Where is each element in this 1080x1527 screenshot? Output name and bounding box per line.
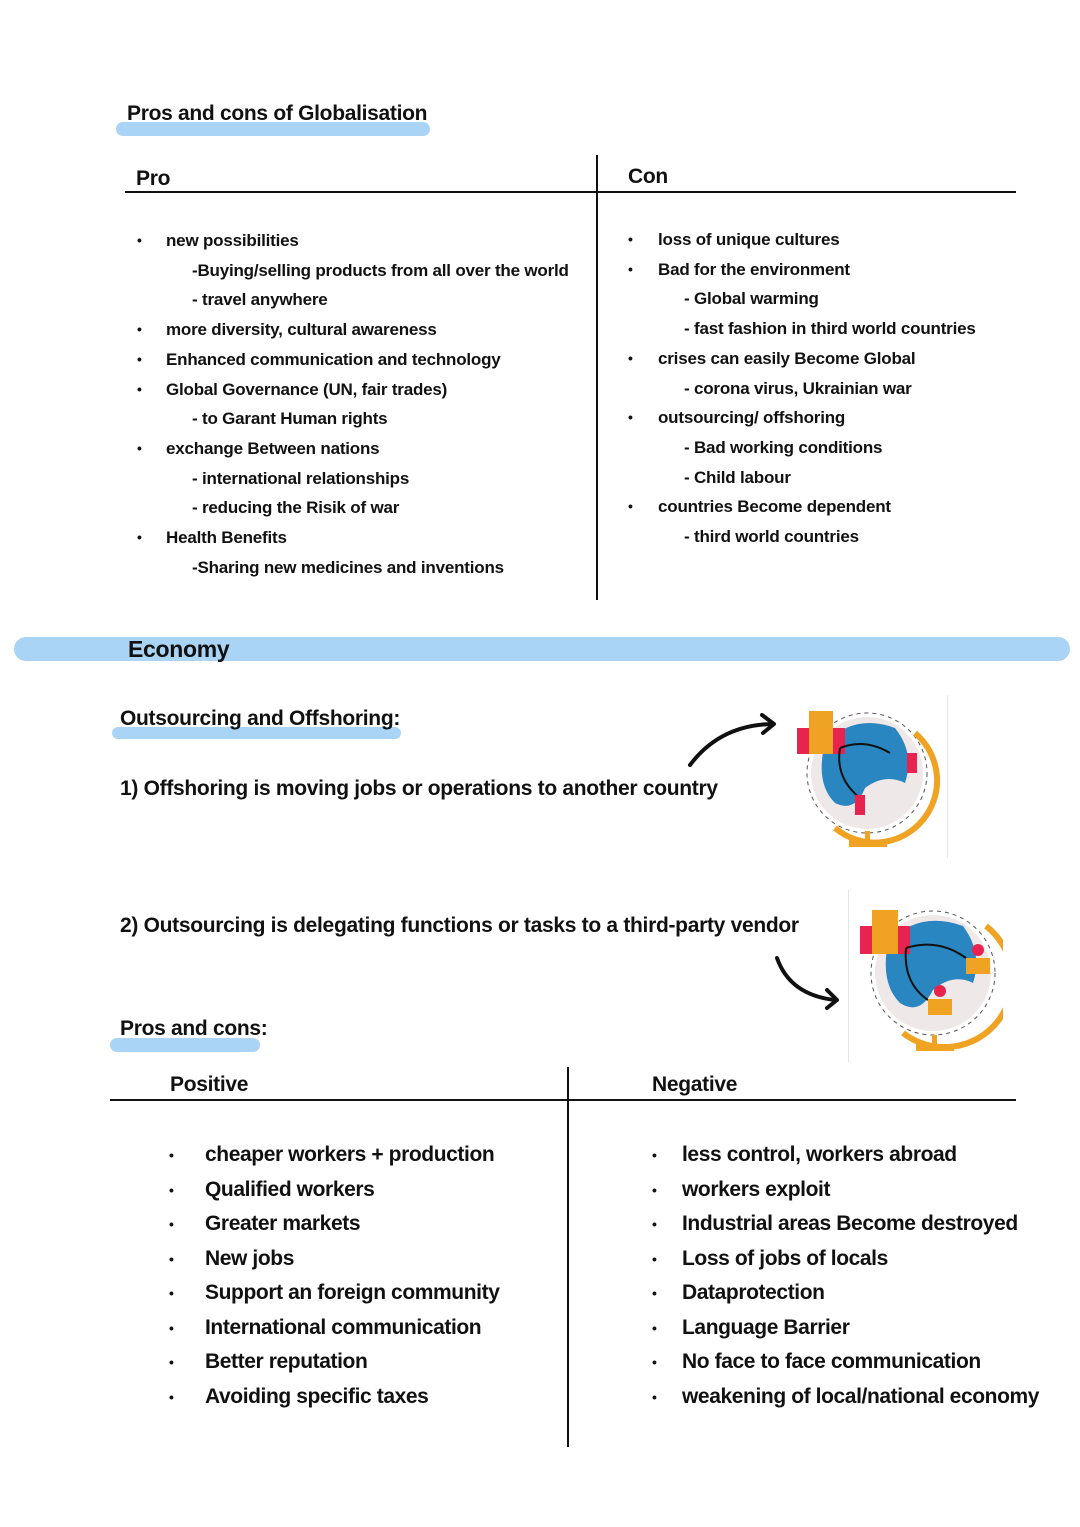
- bullet-icon: •: [652, 1388, 657, 1405]
- bullet-icon: •: [628, 349, 633, 366]
- bullet-icon: •: [169, 1285, 174, 1301]
- list-item: Support an foreign community: [205, 1281, 500, 1304]
- bullet-icon: •: [652, 1354, 657, 1370]
- list-item: -Buying/selling products from all over the world: [192, 260, 569, 280]
- globe-offshoring-icon: [795, 703, 940, 851]
- bullet-icon: •: [628, 260, 633, 277]
- con-header: Con: [628, 165, 668, 188]
- bullet-icon: •: [169, 1216, 174, 1232]
- bullet-icon: •: [652, 1216, 657, 1232]
- list-item: -Sharing new medicines and inventions: [192, 557, 504, 577]
- bullet-icon: •: [169, 1319, 174, 1336]
- list-item: - international relationships: [192, 468, 410, 488]
- globe-outsourcing-icon: [858, 898, 1003, 1053]
- bullet-icon: •: [652, 1147, 657, 1163]
- bullet-icon: •: [137, 350, 142, 367]
- bullet-icon: •: [137, 529, 142, 545]
- bullet-icon: •: [169, 1354, 174, 1370]
- positive-header: Positive: [170, 1073, 249, 1096]
- list-item: New jobs: [205, 1246, 294, 1270]
- list-item: - fast fashion in third world countries: [684, 319, 976, 339]
- subtitle-outsourcing: Outsourcing and Offshoring:: [120, 707, 401, 730]
- column-divider: [596, 155, 598, 600]
- list-item: Industrial areas Become destroyed: [682, 1212, 1018, 1235]
- list-item: - to Garant Human rights: [192, 409, 388, 429]
- image-border: [947, 695, 948, 858]
- list-item: - travel anywhere: [192, 290, 328, 310]
- arrow-icon: [765, 950, 850, 1015]
- column-divider: [567, 1067, 569, 1447]
- negative-header: Negative: [652, 1073, 738, 1096]
- bullet-icon: •: [169, 1250, 174, 1267]
- bullet-icon: •: [628, 498, 633, 515]
- list-item: less control, workers abroad: [682, 1143, 957, 1166]
- bullet-icon: •: [137, 439, 142, 456]
- bullet-icon: •: [652, 1181, 657, 1198]
- list-item: loss of unique cultures: [658, 230, 840, 249]
- bullet-icon: •: [169, 1147, 174, 1163]
- bullet-icon: •: [137, 380, 142, 397]
- list-item: Greater markets: [205, 1212, 361, 1235]
- bullet-icon: •: [628, 409, 633, 426]
- list-item: No face to face communication: [682, 1350, 981, 1373]
- list-item: exchange Between nations: [166, 438, 380, 458]
- page-title: Pros and cons of Globalisation: [127, 102, 428, 125]
- list-item: Qualified workers: [205, 1177, 375, 1201]
- bullet-icon: •: [628, 231, 633, 247]
- pros-cons-title: Pros and cons:: [120, 1017, 268, 1040]
- list-item: new possibilities: [166, 231, 299, 250]
- bullet-icon: •: [652, 1285, 657, 1301]
- list-item: more diversity, cultural awareness: [166, 320, 437, 340]
- list-item: Avoiding specific taxes: [205, 1384, 429, 1408]
- image-border: [848, 890, 849, 1062]
- list-item: Health Benefits: [166, 528, 287, 547]
- list-item: - Bad working conditions: [684, 437, 883, 457]
- list-item: countries Become dependent: [658, 497, 891, 517]
- section-title-economy: Economy: [128, 636, 230, 662]
- bullet-icon: •: [652, 1319, 657, 1336]
- list-item: International communication: [205, 1315, 482, 1339]
- bullet-icon: •: [137, 232, 142, 248]
- pro-header: Pro: [136, 167, 171, 190]
- list-item: Loss of jobs of locals: [682, 1246, 888, 1270]
- list-item: Enhanced communication and technology: [166, 349, 501, 369]
- list-item: Language Barrier: [682, 1315, 850, 1339]
- list-item: - reducing the Risik of war: [192, 498, 400, 518]
- bullet-icon: •: [169, 1181, 174, 1198]
- list-item: Bad for the environment: [658, 259, 850, 279]
- definition-outsourcing: 2) Outsourcing is delegating functions or tasks to a third-party vendor: [120, 914, 799, 937]
- list-item: - Child labour: [684, 467, 791, 487]
- list-item: outsourcing/ offshoring: [658, 408, 846, 428]
- list-item: Dataprotection: [682, 1281, 825, 1304]
- bullet-icon: •: [652, 1250, 657, 1267]
- list-item: Better reputation: [205, 1350, 368, 1373]
- list-item: weakening of local/national economy: [682, 1384, 1040, 1408]
- list-item: Global Governance (UN, fair trades): [166, 379, 448, 399]
- arrow-icon: [680, 710, 790, 780]
- bullet-icon: •: [137, 321, 142, 338]
- list-item: workers exploit: [682, 1177, 831, 1201]
- table-divider: [110, 1099, 1016, 1101]
- definition-offshoring: 1) Offshoring is moving jobs or operations to another country: [120, 777, 718, 800]
- table-divider: [125, 191, 1016, 193]
- list-item: cheaper workers + production: [205, 1143, 495, 1166]
- list-item: - Global warming: [684, 289, 819, 309]
- list-item: - third world countries: [684, 527, 859, 546]
- list-item: crises can easily Become Global: [658, 348, 916, 368]
- list-item: - corona virus, Ukrainian war: [684, 378, 912, 398]
- bullet-icon: •: [169, 1388, 174, 1405]
